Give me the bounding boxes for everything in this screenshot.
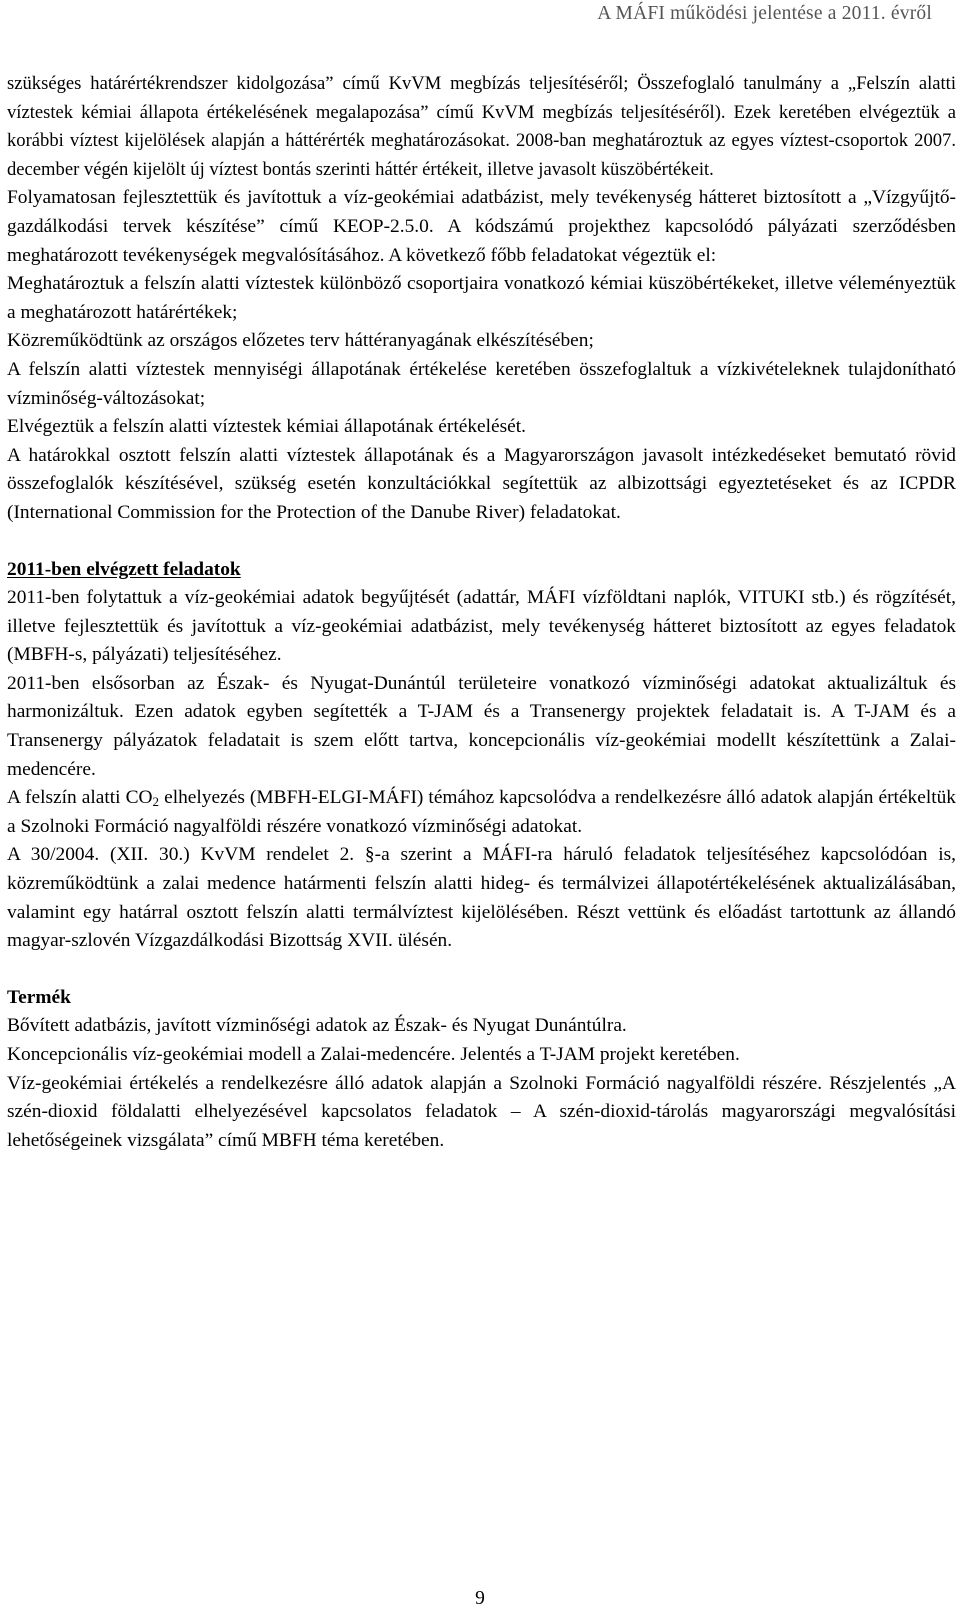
page-number: 9 [475, 1588, 485, 1609]
section-2011-paragraph-1: 2011-ben folytattuk a víz-geokémiai adatok begyűjtését (adattár, MÁFI vízföldtani naplók, VITUKI stb.) és rögzítését, illetve fejlesztettük és javítottuk a víz-geokémiai adatbázist, mely tevékenység hátteret biztosított az egyes feladatok (MBFH-s, pályázati) teljesítéséhez. [7, 587, 956, 666]
task-item-3: A felszín alatti víztestek mennyiségi állapotának értékelése keretében összefoglaltuk a vízkivételeknek tulajdonítható vízminőség-változásokat; [7, 358, 956, 409]
section-2011-paragraph-2: 2011-ben elsősorban az Észak- és Nyugat-Dunántúl területeire vonatkozó vízminőségi adatokat aktualizáltuk és harmonizáltuk. Ezen adatok egyben segítették a T-JAM és a Transenergy projektek feladatait is. A T-JAM és a Transenergy pályázatok feladatait is szem előtt tartva, koncepcionális víz-geokémiai modellt készítettünk a Zalai-medencére. [7, 672, 956, 780]
document-body [7, 70, 956, 1155]
task-item-2: Közreműködtünk az országos előzetes terv háttéranyagának elkészítésében; [7, 330, 594, 352]
co2-text-after: elhelyezés (MBFH-ELGI-MÁFI) témához kapcsolódva a rendelkezésre álló adatok alapján értékeltük a Szolnoki Formáció nagyalföldi részére vonatkozó vízminőségi adatokat. [7, 787, 956, 837]
section-heading-product: Termék [7, 986, 71, 1008]
co2-subscript: 2 [152, 794, 160, 810]
intro-paragraph-1: szükséges határértékrendszer kidolgozása” című KvVM megbízás teljesítéséről; Összefoglaló tanulmány a „Felszín alatti víztestek kémiai állapota értékelésének megalapozása” című KvVM megbízás teljesítéséről). Ezek keretében elvégeztük a korábbi víztest kijelölések alapján a háttérérték meghatározásokat. 2008-ban meghatároztuk az egyes víztest-csoportok 2007. december végén kijelölt új víztest bontás szerinti háttér értékeit, illetve javasolt küszöbértékeit. [7, 73, 956, 180]
intro-paragraph-2: Folyamatosan fejlesztettük és javítottuk a víz-geokémiai adatbázist, mely tevékenység hátteret biztosított a „Vízgyűjtő-gazdálkodási tervek készítése” című KEOP-2.5.0. A kódszámú projekthez kapcsolódó pályázati szerződésben meghatározott tevékenységek megvalósításához. A következő főbb feladatokat végeztük el: [7, 187, 956, 266]
section-gap [7, 528, 956, 556]
intro-paragraph-3: A határokkal osztott felszín alatti víztestek állapotának és a Magyarországon javasolt intézkedéseket bemutató rövid összefoglalók készítésével, szükség esetén konzultációkkal segítettük az albizottsági egyeztetéseket és az ICPDR (International Commission for the Protection of the Danube River) feladatokat. [7, 444, 956, 523]
section-2011-paragraph-4: A 30/2004. (XII. 30.) KvVM rendelet 2. §-a szerint a MÁFI-ra háruló feladatok teljesítéséhez kapcsolódóan is, közreműködtünk a zalai medence határmenti felszín alatti hideg- és termálvizei állapotértékelésének aktualizálásában, valamint egy határral osztott felszín alatti termálvíztest kijelölésében. Részt vettünk és előadást tartottunk az állandó magyar-szlovén Vízgazdálkodási Bizottság XVII. ülésén. [7, 844, 956, 952]
running-header: A MÁFI működési jelentése a 2011. évről [597, 3, 932, 24]
section-heading-2011: 2011-ben elvégzett feladatok [7, 558, 241, 580]
task-item-1: Meghatároztuk a felszín alatti víztestek különböző csoportjaira vonatkozó kémiai küszöbértékeket, illetve véleményeztük a meghatározott határértékek; [7, 273, 956, 323]
section-2011-paragraph-3 [7, 784, 956, 841]
product-paragraph-2: Koncepcionális víz-geokémiai modell a Zalai-medencére. Jelentés a T-JAM projekt keretében. [7, 1044, 740, 1065]
product-paragraph-3: Víz-geokémiai értékelés a rendelkezésre álló adatok alapján a Szolnoki Formáció nagyalföldi részére. Részjelentés „A szén-dioxid földalatti elhelyezésével kapcsolatos feladatok – A szén-dioxid-tárolás magyarországi megvalósítási lehetőségeinek vizsgálata” című MBFH téma keretében. [7, 1072, 956, 1151]
product-paragraph-1: Bővített adatbázis, javított vízminőségi adatok az Észak- és Nyugat Dunántúlra. [7, 1015, 627, 1037]
section-gap [7, 956, 956, 984]
co2-text-before: A felszín alatti CO [7, 787, 153, 809]
task-item-4: Elvégeztük a felszín alatti víztestek kémiai állapotának értékelését. [7, 416, 527, 438]
